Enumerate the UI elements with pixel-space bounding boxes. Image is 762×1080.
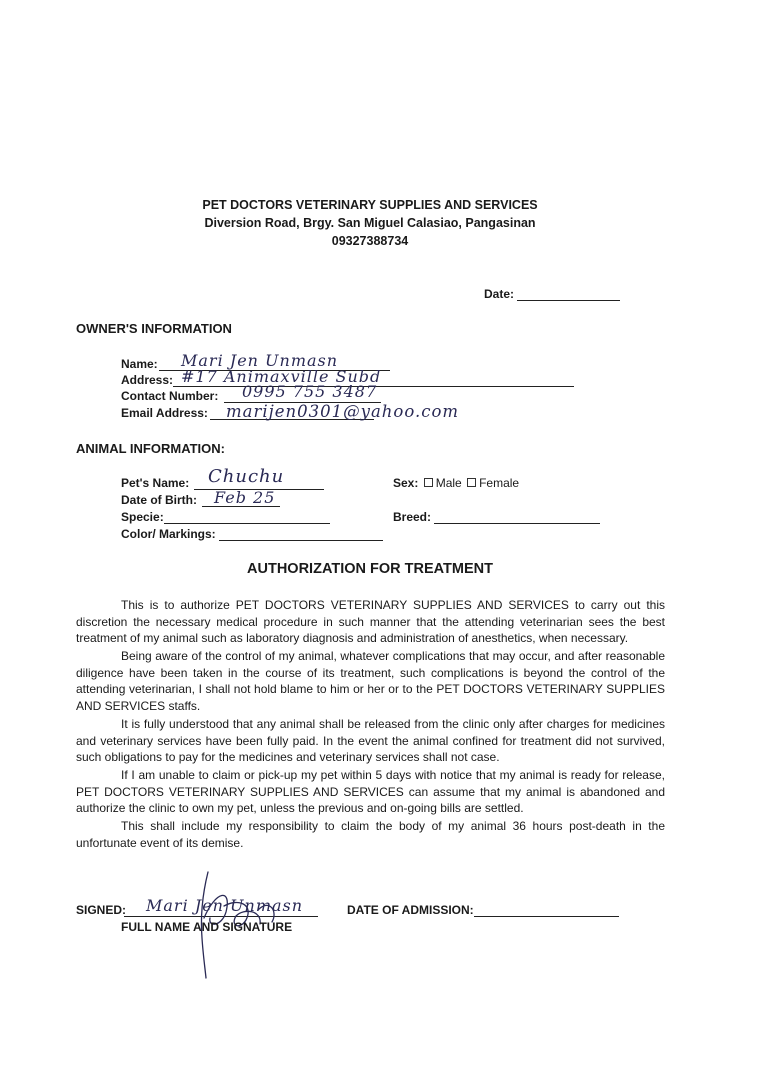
sex-female-label: Female <box>479 476 520 490</box>
authorization-paragraph: If I am unable to claim or pick-up my pet within 5 days with notice that my animal is ready for release, PET DOCTORS VETERINARY SUPPLIES AND SERVICES can assume that my animal is abandoned and authorize the clinic to own my pet, unless the previous and on-going bills are settled. <box>76 768 665 816</box>
owner-address-handwriting: #17 Animaxville Subd <box>181 367 382 386</box>
authorization-paragraph: This shall include my responsibility to claim the body of my animal 36 hours post-death in the unfortunate event of its demise. <box>76 819 665 850</box>
specie-field[interactable] <box>164 523 330 524</box>
authorization-paragraph: Being aware of the control of my animal, whatever complications that may occur, and after reasonable diligence have been taken in the course of its treatment, such complications is beyond the control of the attending veterinarian, I shall not hold blame to him or her or to the PET DOCTORS VETERINARY SUPPLIES AND SERVICES staffs. <box>76 649 665 713</box>
pet-name-handwriting: Chuchu <box>208 466 285 487</box>
owner-address-label: Address: <box>121 373 174 387</box>
sex-male-label: Male <box>435 476 462 490</box>
breed-label: Breed: <box>393 510 432 524</box>
sex-field <box>393 476 519 490</box>
owner-contact-label: Contact Number: <box>121 389 219 403</box>
authorization-title: AUTHORIZATION FOR TREATMENT <box>247 561 493 577</box>
authorization-paragraph: This is to authorize PET DOCTORS VETERINARY SUPPLIES AND SERVICES to carry out this discretion the necessary medical procedure in such manner that the attending veterinarian sees the best treatment of my animal such as laboratory diagnosis and administration of anesthetics, when necessary. <box>76 598 665 646</box>
sex-label: Sex: <box>393 476 419 490</box>
dob-handwriting: Feb 25 <box>214 488 276 507</box>
signed-label: SIGNED: <box>76 903 127 917</box>
specie-label: Specie: <box>121 510 164 524</box>
sex-female-option[interactable] <box>465 476 519 490</box>
color-markings-label: Color/ Markings: <box>121 527 216 541</box>
male-checkbox[interactable] <box>424 478 433 487</box>
signed-name-handwriting: Mari Jen Unmasn <box>146 896 304 915</box>
owner-contact-handwriting: 0995 755 3487 <box>242 382 378 401</box>
owner-name-handwriting: Mari Jen Unmasn <box>181 351 339 370</box>
color-markings-field[interactable] <box>219 540 383 541</box>
owner-name-label: Name: <box>121 357 158 371</box>
breed-field[interactable] <box>434 523 600 524</box>
signature-caption: FULL NAME AND SIGNATURE <box>121 920 293 934</box>
authorization-paragraph: It is fully understood that any animal shall be released from the clinic only after charges for medicines and veterinary services have been fully paid. In the event the animal confined for treatment did not survived, such obligations to pay for the medicines and veterinary services shall not case. <box>76 717 665 765</box>
female-checkbox[interactable] <box>467 478 476 487</box>
owner-section-heading: OWNER'S INFORMATION <box>76 321 232 336</box>
sex-male-option[interactable] <box>422 476 462 490</box>
date-field[interactable] <box>517 300 620 301</box>
owner-email-label: Email Address: <box>121 406 208 420</box>
animal-section-heading: ANIMAL INFORMATION: <box>76 441 225 456</box>
admission-date-label: DATE OF ADMISSION: <box>347 903 474 917</box>
owner-email-handwriting: marijen0301@yahoo.com <box>226 402 460 421</box>
date-label: Date: <box>484 287 515 301</box>
pet-name-label: Pet's Name: <box>121 476 190 490</box>
clinic-name: PET DOCTORS VETERINARY SUPPLIES AND SERVICES <box>202 198 538 212</box>
clinic-address: Diversion Road, Brgy. San Miguel Calasiao, Pangasinan <box>204 216 536 230</box>
admission-date-field[interactable] <box>474 916 619 917</box>
dob-label: Date of Birth: <box>121 493 197 507</box>
clinic-phone: 09327388734 <box>331 234 409 248</box>
